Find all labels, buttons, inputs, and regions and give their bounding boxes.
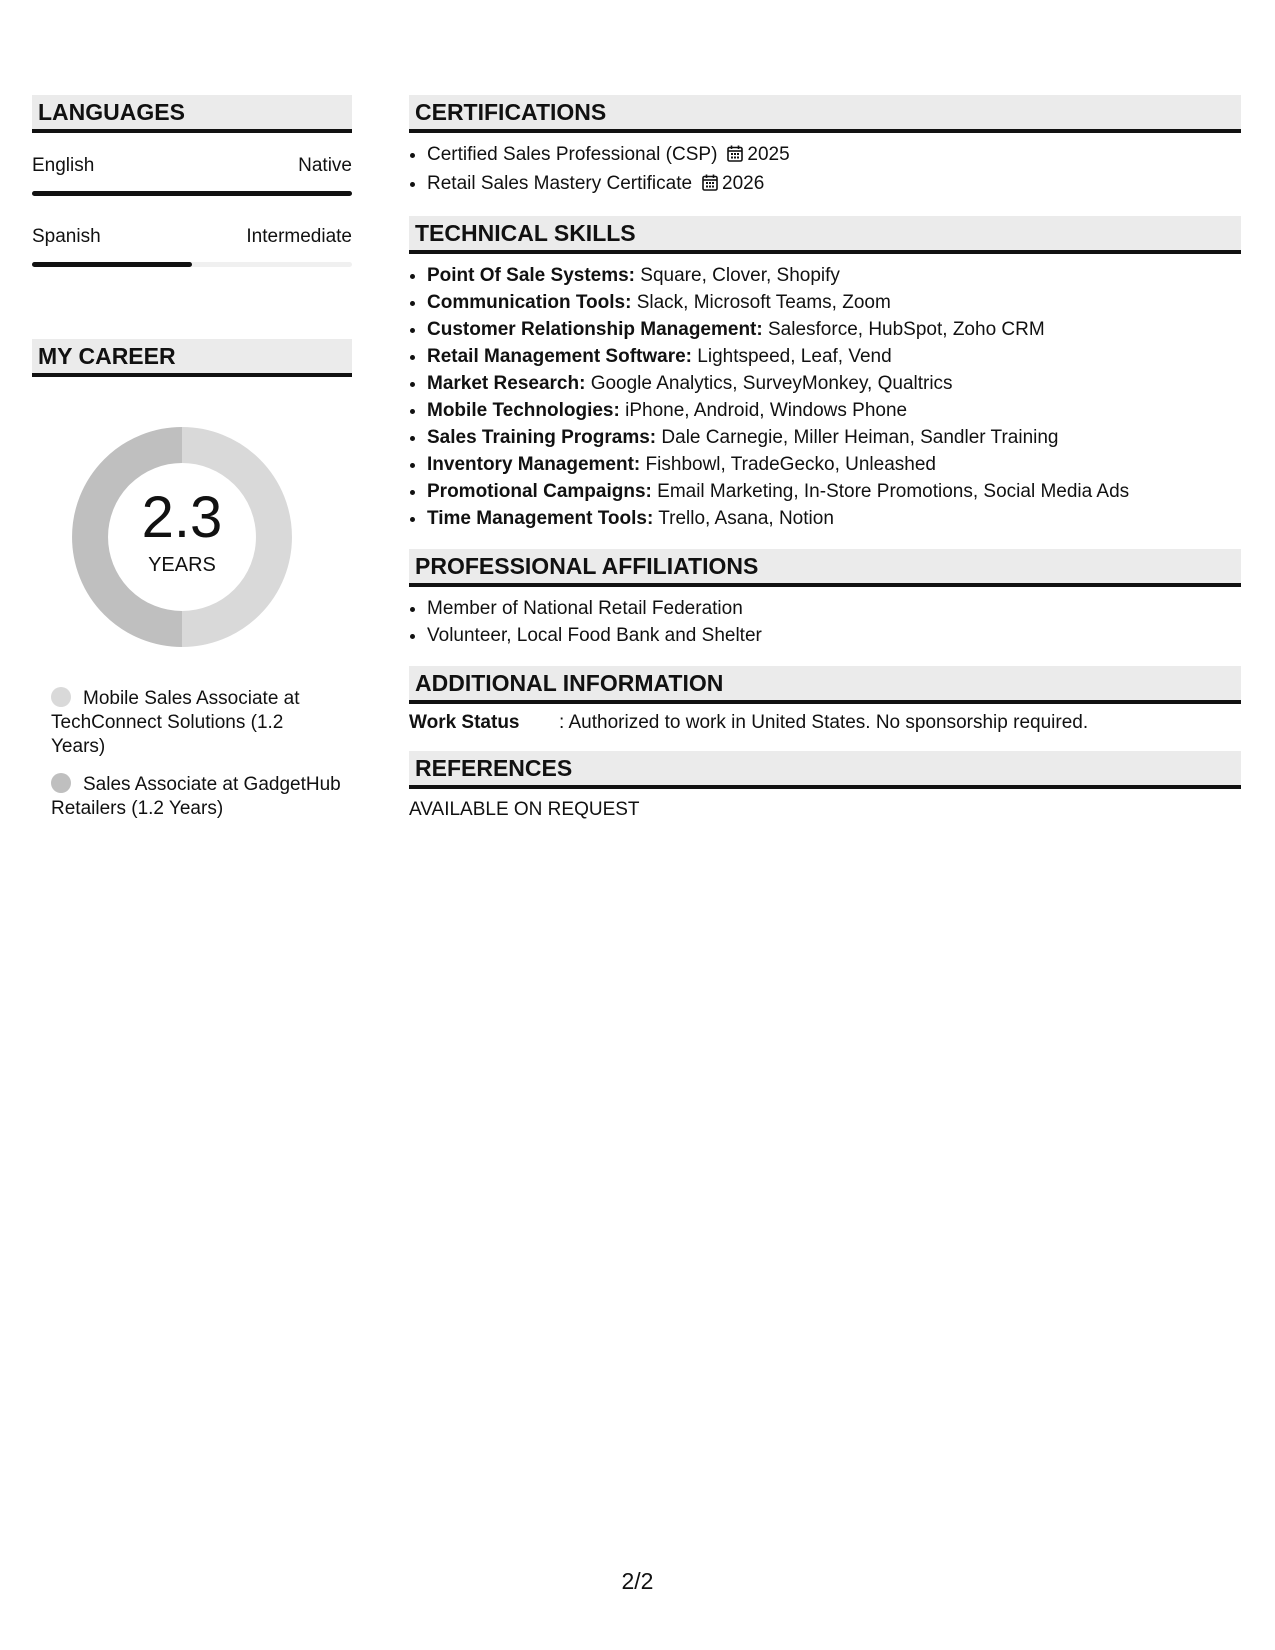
skill-item xyxy=(427,262,1241,289)
legend-dot-icon xyxy=(51,773,71,793)
skill-label: Retail Management Software: xyxy=(427,346,692,367)
skill-value: Dale Carnegie, Miller Heiman, Sandler Training xyxy=(661,427,1059,448)
skill-value: Trello, Asana, Notion xyxy=(658,508,834,529)
skill-value: Square, Clover, Shopify xyxy=(640,265,840,286)
career-header xyxy=(32,339,352,377)
certifications-title: CERTIFICATIONS xyxy=(415,98,607,125)
certification-name: Certified Sales Professional (CSP) xyxy=(427,144,718,165)
certification-name: Retail Sales Mastery Certificate xyxy=(427,173,693,194)
language-item-spanish xyxy=(32,226,352,267)
certifications-header xyxy=(409,95,1241,133)
skill-value: Google Analytics, SurveyMonkey, Qualtrics xyxy=(590,373,953,394)
skill-item xyxy=(427,451,1241,478)
skill-value: iPhone, Android, Windows Phone xyxy=(625,400,908,421)
career-legend xyxy=(51,687,341,821)
language-name: Spanish xyxy=(32,226,101,247)
calendar-icon xyxy=(702,172,718,199)
references-text: AVAILABLE ON REQUEST xyxy=(409,799,640,820)
certification-year: 2025 xyxy=(747,144,790,165)
languages-title: LANGUAGES xyxy=(38,98,185,125)
skill-label: Point Of Sale Systems: xyxy=(427,265,636,286)
work-status-value: : Authorized to work in United States. No sponsorship required. xyxy=(559,712,1089,733)
career-legend-label: Mobile Sales Associate at TechConnect Solutions (1.2 Years) xyxy=(51,688,300,757)
career-legend-label: Sales Associate at GadgetHub Retailers (1.2 Years) xyxy=(51,774,341,819)
skill-label: Time Management Tools: xyxy=(427,508,654,529)
skill-label: Sales Training Programs: xyxy=(427,427,657,448)
affiliation-item: • Volunteer, Local Food Bank and Shelter xyxy=(427,622,1241,649)
skill-value: Fishbowl, TradeGecko, Unleashed xyxy=(645,454,936,475)
language-proficiency-fill xyxy=(32,191,352,196)
certification-item xyxy=(427,141,1241,170)
skill-value: Lightspeed, Leaf, Vend xyxy=(697,346,892,367)
affiliations-list xyxy=(409,595,1241,649)
skill-value: Email Marketing, In-Store Promotions, Social Media Ads xyxy=(657,481,1130,502)
languages-header xyxy=(32,95,352,133)
language-name: English xyxy=(32,155,95,176)
skill-item xyxy=(427,397,1241,424)
skill-item xyxy=(427,505,1241,532)
career-legend-item xyxy=(51,687,341,759)
technical-skills-title: TECHNICAL SKILLS xyxy=(415,219,636,246)
skill-label: Communication Tools: xyxy=(427,292,632,313)
skill-label: Customer Relationship Management: xyxy=(427,319,763,340)
skill-item xyxy=(427,370,1241,397)
legend-dot-icon xyxy=(51,687,71,707)
language-level: Native xyxy=(298,155,352,176)
skill-label: Inventory Management: xyxy=(427,454,641,475)
skill-label: Mobile Technologies: xyxy=(427,400,620,421)
language-proficiency-bar xyxy=(32,262,352,267)
skill-item xyxy=(427,424,1241,451)
work-status-label: Work Status xyxy=(409,712,520,733)
right-column xyxy=(409,95,1241,821)
career-total-unit: YEARS xyxy=(148,554,216,576)
references-title: REFERENCES xyxy=(415,754,573,781)
additional-info-header xyxy=(409,666,1241,704)
career-total-value: 2.3 xyxy=(141,485,223,550)
skill-label: Market Research: xyxy=(427,373,586,394)
skill-value: Salesforce, HubSpot, Zoho CRM xyxy=(768,319,1045,340)
page-number: 2/2 xyxy=(621,1568,654,1594)
additional-info-title: ADDITIONAL INFORMATION xyxy=(415,669,724,696)
career-legend-item xyxy=(51,773,341,821)
language-level: Intermediate xyxy=(246,226,352,247)
skill-item xyxy=(427,289,1241,316)
language-item-english xyxy=(32,155,352,196)
skill-label: Promotional Campaigns: xyxy=(427,481,652,502)
technical-skills-list xyxy=(409,262,1241,532)
affiliations-header xyxy=(409,549,1241,587)
skill-item xyxy=(427,478,1241,505)
skill-item xyxy=(427,343,1241,370)
career-donut-chart xyxy=(62,417,302,657)
technical-skills-header xyxy=(409,216,1241,254)
references-header xyxy=(409,751,1241,789)
calendar-icon xyxy=(727,143,743,170)
affiliations-title: PROFESSIONAL AFFILIATIONS xyxy=(415,552,759,579)
language-proficiency-fill xyxy=(32,262,192,267)
skill-value: Slack, Microsoft Teams, Zoom xyxy=(636,292,891,313)
certification-year: 2026 xyxy=(722,173,765,194)
left-column xyxy=(32,95,352,835)
certification-item xyxy=(427,170,1241,199)
language-proficiency-bar xyxy=(32,191,352,196)
certifications-list xyxy=(409,141,1241,199)
affiliation-item: • Member of National Retail Federation xyxy=(427,595,1241,622)
career-title: MY CAREER xyxy=(38,342,176,369)
work-status-row xyxy=(409,712,1241,734)
skill-item xyxy=(427,316,1241,343)
